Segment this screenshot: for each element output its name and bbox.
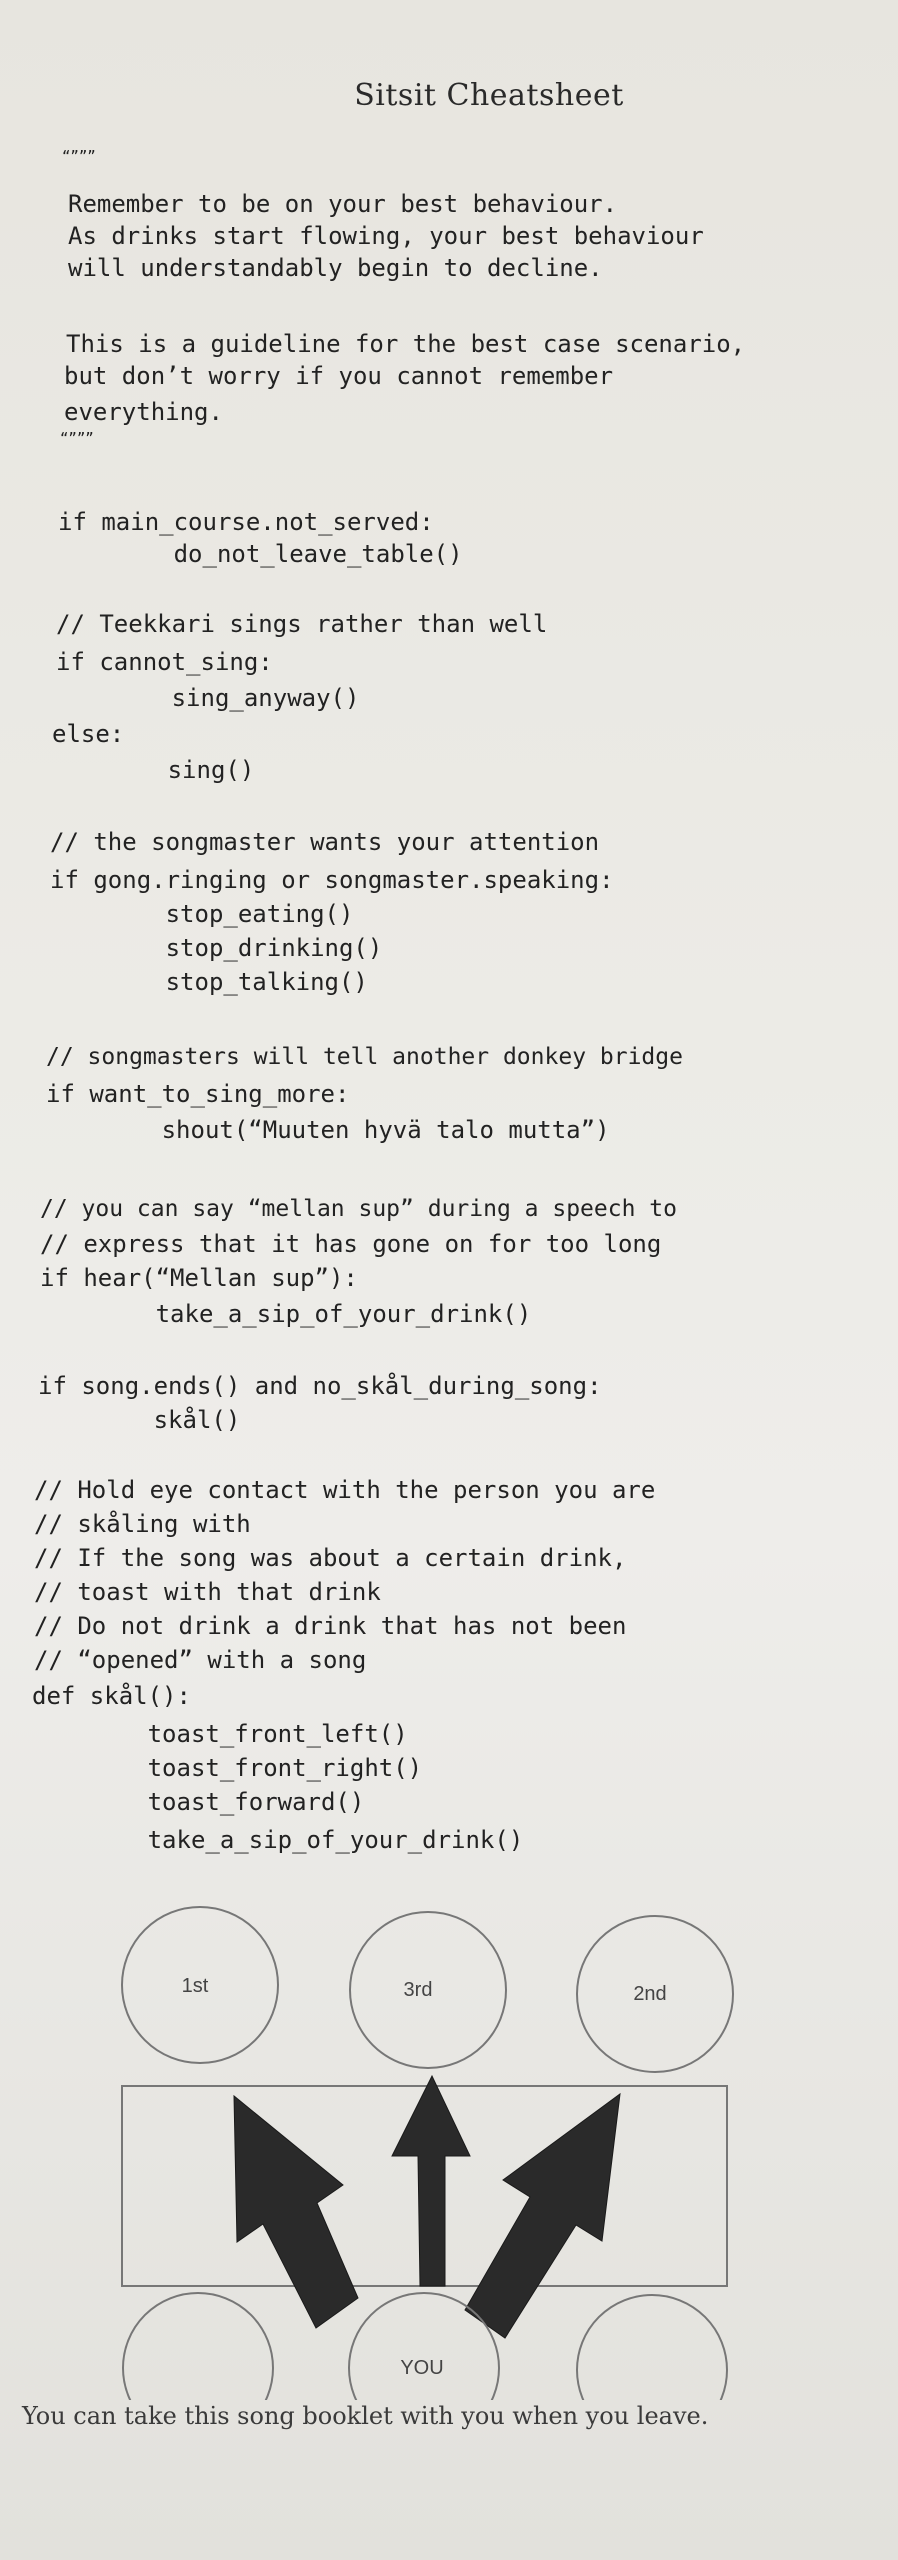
comment-line: // Hold eye contact with the person you are [34,1476,656,1504]
comment-line: // the songmaster wants your attention [50,828,600,856]
code-line: if hear(“Mellan sup”): [40,1264,358,1292]
code-line: toast_front_left() [32,1720,408,1748]
code-line: stop_talking() [50,968,368,996]
arrow-forward [392,2076,470,2286]
comment-line: // If the song was about a certain drink, [34,1544,627,1572]
seat-back-left [123,2293,273,2400]
skal-toast-diagram [0,1880,898,2400]
seat-front-left [122,1907,278,2063]
code-line: skål() [38,1406,241,1434]
footer-note: You can take this song booklet with you when you leave. [22,2402,709,2430]
page-title: Sitsit Cheatsheet [354,78,624,113]
code-line: take_a_sip_of_your_drink() [40,1300,532,1328]
code-line: but don’t worry if you cannot remember [64,362,614,390]
code-line: sing() [52,756,255,784]
code-line: if want_to_sing_more: [46,1080,350,1108]
comment-line: // Teekkari sings rather than well [56,610,548,638]
seat-front-right [577,1916,733,2072]
seat-label-3rd: 3rd [403,1979,433,2001]
code-line: toast_front_right() [32,1754,423,1782]
comment-line: // Do not drink a drink that has not been [34,1612,627,1640]
comment-line: // “opened” with a song [34,1646,367,1674]
comment-line: // you can say “mellan sup” during a speech to [40,1196,677,1222]
code-line: toast_forward() [32,1788,365,1816]
seat-label-2nd: 2nd [633,1983,667,2005]
code-line: shout(“Muuten hyvä talo mutta”) [46,1116,610,1144]
code-line: stop_drinking() [50,934,383,962]
code-line: As drinks start flowing, your best behaviour [68,222,704,250]
seat-label-1st: 1st [181,1975,209,1997]
code-line: This is a guideline for the best case scenario, [66,330,746,358]
code-line: stop_eating() [50,900,354,928]
seat-back-right [577,2295,727,2400]
code-line: if gong.ringing or songmaster.speaking: [50,866,614,894]
comment-line: // express that it has gone on for too long [40,1230,662,1258]
docstring-close: “””” [60,431,94,447]
code-line: take_a_sip_of_your_drink() [32,1826,524,1854]
docstring-open: “””” [62,149,96,165]
you-label: YOU [400,2357,444,2379]
comment-line: // songmasters will tell another donkey bridge [46,1044,683,1070]
code-line: Remember to be on your best behaviour. [68,190,618,218]
code-line: will understandably begin to decline. [68,254,603,282]
code-line: do_not_leave_table() [58,540,463,568]
code-line: sing_anyway() [56,684,360,712]
arrow-front-right [465,2094,620,2338]
code-line: if cannot_sing: [56,648,273,676]
code-line: else: [52,720,125,748]
comment-line: // toast with that drink [34,1578,381,1606]
code-line: everything. [64,398,223,426]
code-line: def skål(): [32,1682,191,1710]
arrow-front-left [234,2096,358,2328]
seat-front-center [350,1912,506,2068]
code-line: if main_course.not_served: [58,508,434,536]
comment-line: // skåling with [34,1510,251,1538]
code-line: if song.ends() and no_skål_during_song: [38,1372,602,1400]
